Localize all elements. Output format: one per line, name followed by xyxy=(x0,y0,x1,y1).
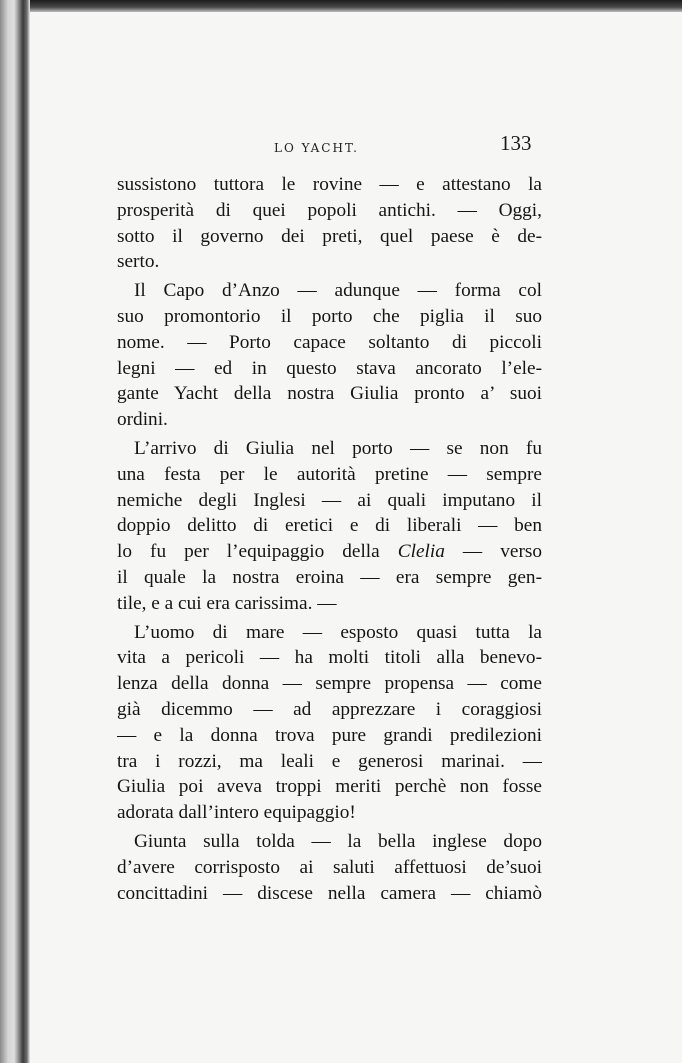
page-number: 133 xyxy=(500,131,532,155)
text-line: Giunta sulla tolda — la bella inglese dopo xyxy=(134,830,542,852)
text-line: già dicemmo — ad apprezzare i coraggiosi xyxy=(117,698,542,720)
paragraph xyxy=(117,829,542,906)
paragraph xyxy=(117,436,542,617)
text-line: serto. xyxy=(117,251,160,273)
text-line: tile, e a cui era carissima. — xyxy=(117,592,337,614)
text-line: concittadini — discese nella camera — chiamò xyxy=(117,882,542,904)
running-title: LO YACHT. xyxy=(274,141,359,155)
text-line: Giulia poi aveva troppi meriti perchè non fosse xyxy=(117,776,542,798)
text-line: nome. — Porto capace soltanto di piccoli xyxy=(117,331,542,353)
text-line: legni — ed in questo stava ancorato l’ele- xyxy=(117,357,542,379)
text-line: lenza della donna — sempre propensa — come xyxy=(117,673,542,695)
text-line: doppio delitto di eretici e di liberali — ben xyxy=(117,515,542,537)
body-text xyxy=(117,172,542,906)
text-line: tra i rozzi, ma leali e generosi marinai. — xyxy=(117,750,542,772)
text-line: nemiche degli Inglesi — ai quali imputano il xyxy=(117,489,542,511)
text-line: d’avere corrisposto ai saluti affettuosi de’suoi xyxy=(117,856,542,878)
text-line: il quale la nostra eroina — era sempre gen- xyxy=(117,566,542,588)
paragraph xyxy=(117,278,542,433)
text-line: L’arrivo di Giulia nel porto — se non fu xyxy=(134,437,542,459)
text-line: gante Yacht della nostra Giulia pronto a’ suoi xyxy=(117,383,542,405)
text-line: Il Capo d’Anzo — adunque — forma col xyxy=(134,280,542,302)
text-fragment: — verso xyxy=(444,541,542,563)
text-line: — e la donna trova pure grandi predilezioni xyxy=(117,724,542,746)
text-line: suo promontorio il porto che piglia il suo xyxy=(117,305,542,327)
page-top-shadow xyxy=(0,0,682,12)
text-line: adorata dall’intero equipaggio! xyxy=(117,802,356,824)
text-line: prosperità di quei popoli antichi. — Oggi, xyxy=(117,199,542,221)
text-line: ordini. xyxy=(117,409,168,431)
text-line: L’uomo di mare — esposto quasi tutta la xyxy=(134,621,542,643)
ship-name: Clelia xyxy=(397,541,445,563)
text-line: una festa per le autorità pretine — sempre xyxy=(117,463,542,485)
text-line: vita a pericoli — ha molti titoli alla benevo- xyxy=(117,647,542,669)
text-line: sussistono tuttora le rovine — e attestano la xyxy=(117,174,542,195)
paragraph xyxy=(117,620,542,826)
paragraph xyxy=(117,172,542,275)
text-fragment: lo fu per l’equipaggio della xyxy=(117,541,398,563)
book-spine-edge xyxy=(0,0,30,1063)
text-line-with-ship-name xyxy=(117,539,542,565)
text-line: sotto il governo dei preti, quel paese è de- xyxy=(117,225,542,247)
